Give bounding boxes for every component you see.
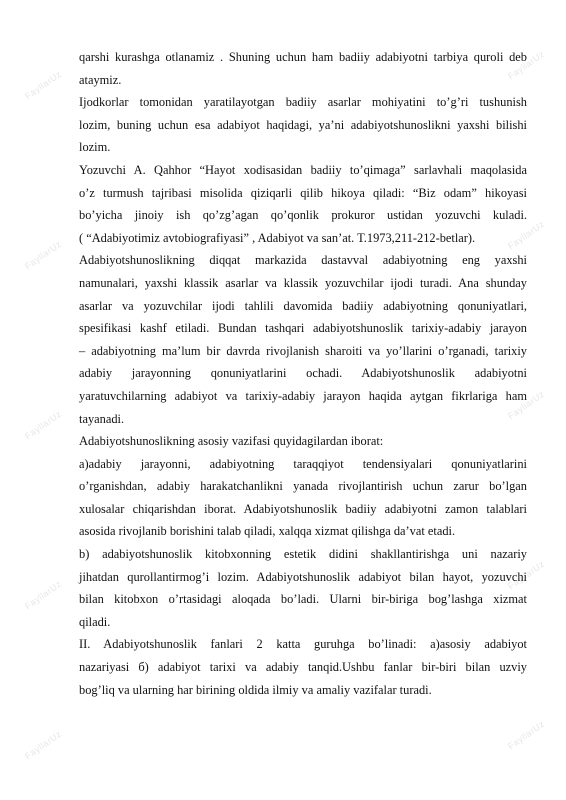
text-line: qarshi kurashga otlanamiz . Shuning uchun ham badiiy adabiyotni tarbiya quroli deb — [79, 50, 527, 64]
paragraph — [79, 430, 527, 453]
watermark-text: FayllarUz — [505, 558, 547, 592]
paragraph — [79, 91, 527, 159]
text-line: Adabiyotshunoslikning diqqat markazida dastavval adabiyotning eng yaxshi — [79, 253, 527, 268]
text-line: II. Adabiyotshunoslik fanlari 2 katta guruhga bo’linadi: a)asosiy adabiyot — [79, 637, 527, 652]
text-line: tayanadi. — [79, 411, 125, 426]
watermark-text: FayllarUz — [22, 238, 64, 272]
text-line: bog’liq va ularning har birining oldida ilmiy va amaliy vazifalar turadi. — [79, 682, 432, 697]
text-line: bilan kitobxon o’rtasidagi aloqada bo’ladi. Ularni bir-biriga bog’lashga xizmat — [79, 592, 527, 607]
text-line: yaratuvchilarning adabiyot va tarixiy-adabiy jarayon haqida aytgan fikrlariga ham — [79, 388, 527, 403]
text-line: asarlar va yozuvchilar ijodi tahlili davomida badiiy adabiyotning qonuniyatlari, — [79, 298, 527, 313]
paragraph — [79, 46, 527, 91]
watermark-text: FayllarUz — [505, 388, 547, 422]
paragraph — [79, 633, 527, 701]
text-line: bo’yicha jinoiy ish qo’zg’agan qo’qonlik prokuror ustidan yozuvchi kuladi. — [79, 208, 527, 223]
watermark-text: FayllarUz — [505, 218, 547, 252]
text-line: xulosalar chiqarishdan iborat. Adabiyotshunoslik badiiy adabiyotni zamon talablari — [79, 501, 527, 516]
text-line: nazariyasi б) adabiyot tarixi va adabiy tanqid.Ushbu fanlar bir-biri bilan uzviy — [79, 660, 527, 675]
text-line: spesifikasi kashf etiladi. Bundan tashqari adabiyotshunoslik tarixiy-adabiy jarayon — [79, 321, 527, 336]
text-line: lozim. — [79, 140, 111, 155]
watermark-text: FayllarUz — [505, 48, 547, 82]
text-line: qiladi. — [79, 614, 111, 629]
text-line: lozim, buning uchun esa adabiyot haqidagi, ya’ni adabiyotshunoslikni yaxshi bilishi — [79, 117, 527, 132]
text-line: jihatdan qurollantirmog’i lozim. Adabiyotshunoslik adabiyot bilan hayot, yozuvchi — [79, 569, 527, 584]
text-line: Yozuvchi A. Qahhor “Hayot xodisasidan badiiy to’qimaga” sarlavhali maqolasida — [79, 162, 527, 177]
text-line: o’z turmush tajribasi misolida qiziqarli qilib hikoya qiladi: “Biz odam” hikoyasi — [79, 185, 527, 200]
text-line: o’rganishdan, adabiy harakatchanlikni yanada rivojlantirish uchun zarur bo’lgan — [79, 479, 527, 494]
watermark-text: FayllarUz — [505, 718, 547, 752]
text-line: a)adabiy jarayonni, adabiyotning taraqqiyot tendensiyalari qonuniyatlarini — [79, 456, 527, 471]
watermark-text: FayllarUz — [22, 728, 64, 762]
text-line: Adabiyotshunoslikning asosiy vazifasi quyidagilardan iborat: — [79, 434, 384, 449]
text-line: asosida rivojlanib borishini talab qiladi, xalqqa xizmat qilishga da’vat etadi. — [79, 524, 456, 539]
text-line: – adabiyotning ma’lum bir davrda rivojlanish sharoiti va yo’llarini o’rganadi, tarixiy — [79, 343, 527, 358]
text-line: ( “Adabiyotimiz avtobiografiyasi” , Adabiyot va san’at. T.1973,211-212-betlar). — [79, 230, 476, 245]
document-body — [79, 46, 527, 701]
text-line: b) adabiyotshunoslik kitobxonning estetik didini shakllantirishga uni nazariy — [79, 547, 527, 562]
paragraph — [79, 543, 527, 633]
paragraph — [79, 249, 527, 430]
text-line: namunalari, yaxshi klassik asarlar va klassik yozuvchilar ijodi turadi. Ana shunday — [79, 275, 527, 290]
text-line: Ijodkorlar tomonidan yaratilayotgan badiiy asarlar mohiyatini to’g’ri tushunish — [79, 95, 527, 110]
paragraph — [79, 453, 527, 543]
watermark-text: FayllarUz — [22, 68, 64, 102]
watermark-text: FayllarUz — [22, 578, 64, 612]
paragraph — [79, 159, 527, 249]
text-line: adabiy jarayonning qonuniyatlarini ochadi. Adabiyotshunoslik adabiyotni — [79, 366, 527, 381]
watermark-text: FayllarUz — [22, 408, 64, 442]
text-line: ataymiz. — [79, 72, 122, 87]
